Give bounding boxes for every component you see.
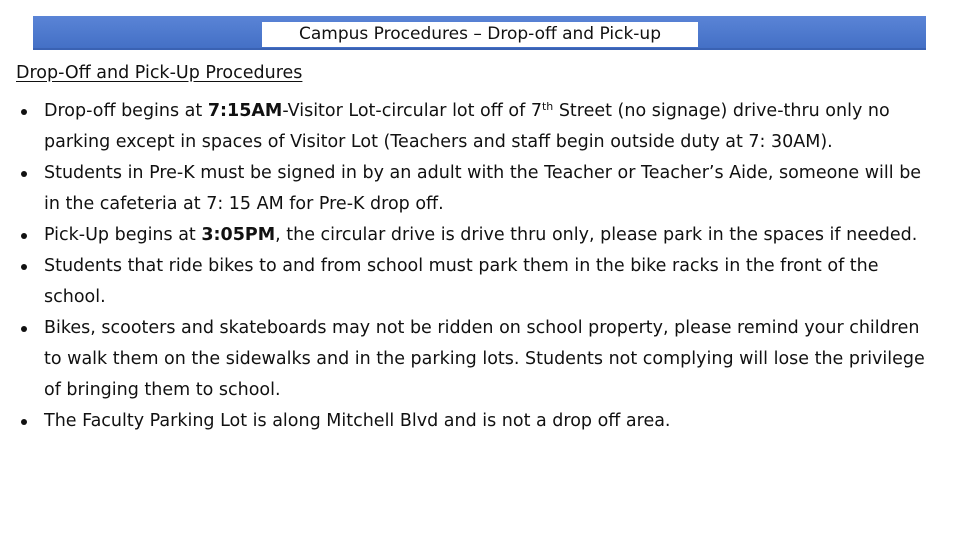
procedures-list	[16, 96, 936, 437]
list-item-bike-racks	[16, 251, 936, 313]
bullet-dot-icon	[21, 171, 27, 177]
list-item-no-riding	[16, 313, 936, 406]
bullet-dot-icon	[21, 109, 27, 115]
ordinal-suffix: th	[541, 100, 554, 113]
dropoff-text-pre: Drop-off begins at	[44, 101, 208, 121]
no-riding-text: Bikes, scooters and skateboards may not be ridden on school property, please remind your children to walk them on the sidewalks and in the parking lots. Students not complying will lose the privilege of bringing them to school.	[44, 318, 925, 400]
pickup-text-pre: Pick-Up begins at	[44, 225, 202, 245]
list-item-pickup	[16, 220, 936, 251]
faculty-lot-text: The Faculty Parking Lot is along Mitchell Blvd and is not a drop off area.	[44, 411, 671, 431]
banner-title: Campus Procedures – Drop-off and Pick-up	[262, 22, 698, 47]
list-item-faculty-lot	[16, 406, 936, 437]
list-item-dropoff	[16, 96, 936, 158]
dropoff-text-post: Street (no signage) drive-thru only no parking except in spaces of Visitor Lot (Teachers and staff begin outside duty at 7: 30AM).	[44, 101, 890, 152]
list-item-prek	[16, 158, 936, 220]
prek-text: Students in Pre-K must be signed in by an adult with the Teacher or Teacher’s Aide, someone will be in the cafeteria at 7: 15 AM for Pre-K drop off.	[44, 163, 922, 214]
dropoff-time: 7:15AM	[207, 101, 283, 121]
pickup-time: 3:05PM	[201, 225, 276, 245]
section-heading: Drop-Off and Pick-Up Procedures	[16, 63, 303, 83]
bullet-dot-icon	[21, 233, 27, 239]
bullet-dot-icon	[21, 264, 27, 270]
bike-racks-text: Students that ride bikes to and from school must park them in the bike racks in the front of the school.	[44, 256, 879, 307]
bullet-dot-icon	[21, 419, 27, 425]
pickup-text-post: , the circular drive is drive thru only, please park in the spaces if needed.	[275, 225, 918, 245]
dropoff-text-mid: -Visitor Lot-circular lot off of 7	[282, 101, 542, 121]
bullet-dot-icon	[21, 326, 27, 332]
